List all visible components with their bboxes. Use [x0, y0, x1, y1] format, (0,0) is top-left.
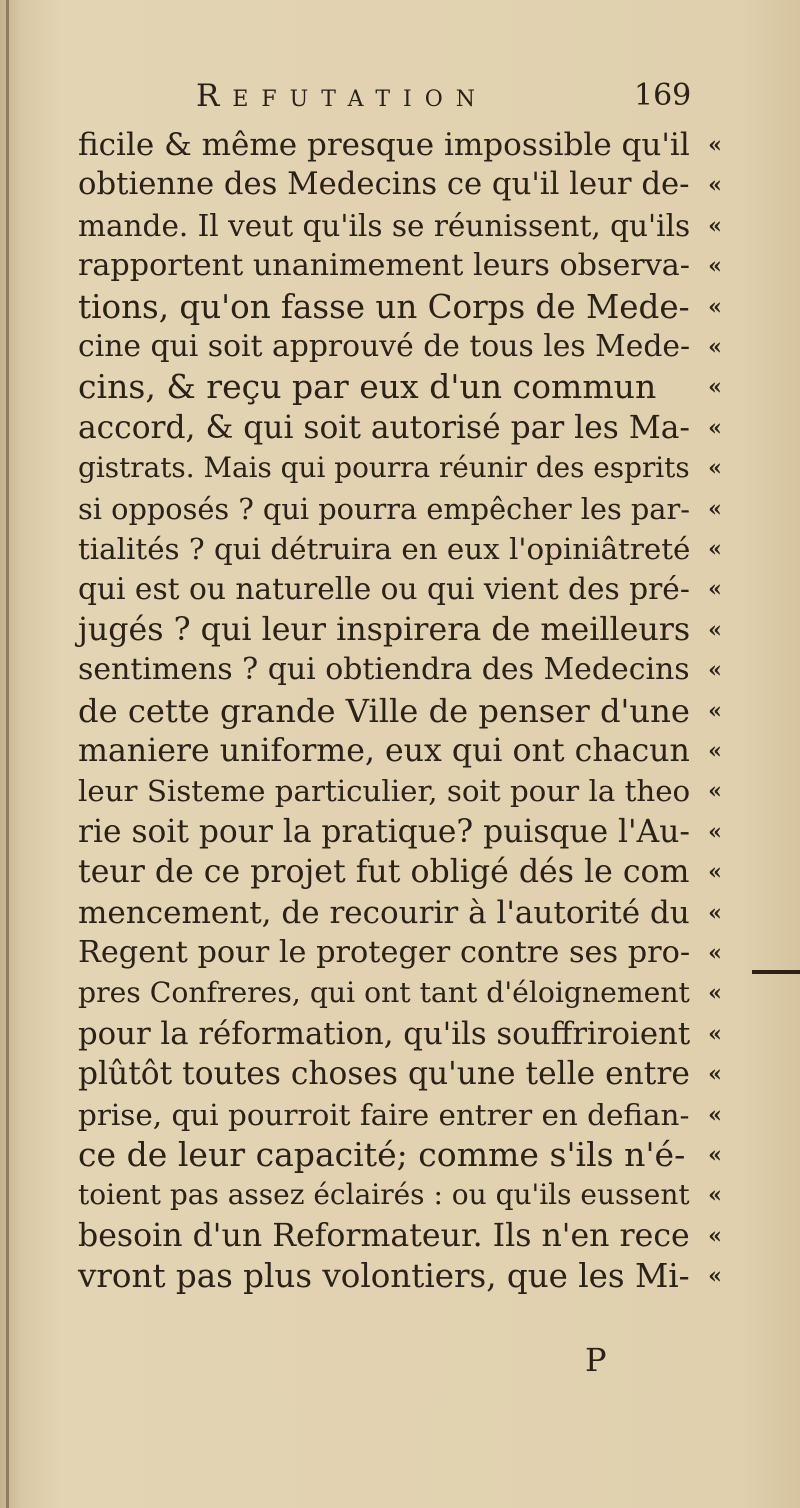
quotation-mark: « [708, 496, 722, 522]
quotation-mark: « [708, 657, 722, 683]
quotation-mark: « [708, 900, 722, 926]
quotation-mark: « [708, 617, 722, 643]
running-title: Refutation [196, 78, 489, 114]
text-line: gistrats. Mais qui pourra réunir des esprits [78, 451, 690, 484]
text-line: sentimens ? qui obtiendra des Medecins [78, 652, 690, 687]
quotation-mark: « [708, 132, 722, 158]
quotation-mark: « [708, 334, 722, 360]
text-line: si opposés ? qui pourra empêcher les par- [78, 492, 690, 526]
text-line: vront pas plus volontiers, que les Mi- [78, 1257, 690, 1295]
quotation-mark: « [708, 1223, 722, 1249]
text-line: prise, qui pourroit faire entrer en defian- [78, 1098, 690, 1132]
page-number: 169 [634, 78, 692, 113]
margin-ink-mark [752, 970, 800, 974]
text-line: mande. Il veut qu'ils se réunissent, qu'ils [78, 209, 691, 243]
text-line: de cette grande Ville de penser d'une [78, 692, 690, 730]
quotation-mark: « [708, 778, 722, 804]
quotation-mark: « [708, 738, 722, 764]
text-line: leur Sisteme particulier, soit pour la theo [78, 774, 691, 808]
quotation-mark: « [708, 1102, 722, 1128]
quotation-mark: « [708, 536, 722, 562]
quotation-mark: « [708, 253, 722, 279]
quotation-mark: « [708, 576, 722, 602]
text-line: accord, & qui soit autorisé par les Ma- [78, 410, 691, 446]
text-line: Regent pour le proteger contre ses pro- [78, 935, 691, 970]
quotation-mark: « [708, 1142, 722, 1168]
quotation-mark: « [708, 455, 722, 481]
text-line: rapportent unanimement leurs observa- [78, 248, 690, 283]
quotation-mark: « [708, 1182, 722, 1208]
quotation-mark: « [708, 859, 722, 885]
quotation-mark: « [708, 1061, 722, 1087]
text-line: qui est ou naturelle ou qui vient des pré- [78, 571, 690, 606]
quotation-mark: « [708, 213, 722, 239]
quotation-mark: « [708, 294, 722, 320]
quotation-mark: « [708, 415, 722, 441]
text-line: pres Confreres, qui ont tant d'éloignement [78, 976, 690, 1009]
text-line: cine qui soit approuvé de tous les Mede- [78, 329, 691, 364]
quotation-mark: « [708, 940, 722, 966]
signature-mark: P [585, 1341, 607, 1379]
quotation-mark: « [708, 374, 722, 400]
text-line: pour la réformation, qu'ils souffriroient [78, 1016, 691, 1052]
quotation-mark: « [708, 1021, 722, 1047]
text-line: plûtôt toutes choses qu'une telle entre [78, 1056, 690, 1092]
text-line: maniere uniforme, eux qui ont chacun [78, 733, 690, 769]
text-line: besoin d'un Reformateur. Ils n'en rece [78, 1218, 690, 1254]
text-line: tions, qu'on fasse un Corps de Mede- [78, 288, 690, 326]
quotation-mark: « [708, 980, 722, 1006]
text-line: rie soit pour la pratique? puisque l'Au- [78, 814, 690, 850]
text-line: cins, & reçu par eux d'un commun [78, 367, 657, 406]
text-line: mencement, de recourir à l'autorité du [78, 895, 690, 931]
quotation-mark: « [708, 172, 722, 198]
text-line: teur de ce projet fut obligé dés le com [78, 854, 690, 890]
text-line: jugés ? qui leur inspirera de meilleurs [78, 612, 691, 648]
text-line: toient pas assez éclairés : ou qu'ils eussent [78, 1178, 690, 1211]
text-line: ce de leur capacité; comme s'ils n'é- [78, 1135, 686, 1174]
text-line: obtienne des Medecins ce qu'il leur de- [78, 167, 690, 202]
text-line: tialités ? qui détruira en eux l'opiniâtreté [78, 532, 691, 566]
text-line: ficile & même presque impossible qu'il [78, 127, 690, 163]
quotation-mark: « [708, 698, 722, 724]
quotation-mark: « [708, 1263, 722, 1289]
quotation-mark: « [708, 819, 722, 845]
